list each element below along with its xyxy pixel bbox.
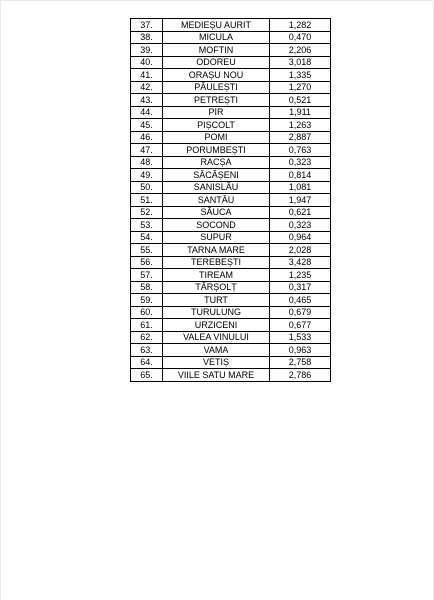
row-number-cell: 53.	[131, 219, 163, 232]
value-cell: 2,206	[270, 44, 331, 57]
value-cell: 0,470	[270, 31, 331, 44]
value-cell: 2,887	[270, 131, 331, 144]
row-number-cell: 38.	[131, 31, 163, 44]
table-row	[131, 106, 331, 119]
locality-name-cell: VALEA VINULUI	[163, 331, 270, 344]
page-edge	[0, 0, 434, 1]
row-number-cell: 42.	[131, 81, 163, 94]
value-cell: 0,679	[270, 306, 331, 319]
locality-name-cell: TARNA MARE	[163, 244, 270, 257]
locality-name-cell: SUPUR	[163, 231, 270, 244]
value-cell: 0,763	[270, 144, 331, 157]
value-cell: 0,465	[270, 294, 331, 307]
value-cell: 2,758	[270, 356, 331, 369]
value-cell: 0,677	[270, 319, 331, 332]
table-body	[131, 19, 331, 382]
locality-name-cell: SANISLĂU	[163, 181, 270, 194]
page-edge	[0, 0, 1, 600]
locality-name-cell: SANTĂU	[163, 194, 270, 207]
table-row	[131, 219, 331, 232]
locality-name-cell: MICULA	[163, 31, 270, 44]
table-row	[131, 344, 331, 357]
row-number-cell: 54.	[131, 231, 163, 244]
row-number-cell: 61.	[131, 319, 163, 332]
table-row	[131, 94, 331, 107]
table-row	[131, 294, 331, 307]
value-cell: 0,814	[270, 169, 331, 182]
table-row	[131, 169, 331, 182]
locality-name-cell: VIILE SATU MARE	[163, 369, 270, 382]
row-number-cell: 65.	[131, 369, 163, 382]
row-number-cell: 43.	[131, 94, 163, 107]
table-row	[131, 119, 331, 132]
table-row	[131, 56, 331, 69]
table-row	[131, 44, 331, 57]
table-row	[131, 319, 331, 332]
table-row	[131, 19, 331, 32]
value-cell: 1,533	[270, 331, 331, 344]
row-number-cell: 47.	[131, 144, 163, 157]
value-cell: 0,621	[270, 206, 331, 219]
locality-name-cell: URZICENI	[163, 319, 270, 332]
table-row	[131, 369, 331, 382]
row-number-cell: 49.	[131, 169, 163, 182]
locality-name-cell: VAMA	[163, 344, 270, 357]
locality-name-cell: ODOREU	[163, 56, 270, 69]
row-number-cell: 44.	[131, 106, 163, 119]
value-cell: 1,081	[270, 181, 331, 194]
row-number-cell: 59.	[131, 294, 163, 307]
row-number-cell: 46.	[131, 131, 163, 144]
table-row	[131, 244, 331, 257]
value-cell: 0,521	[270, 94, 331, 107]
locality-name-cell: SĂCĂȘENI	[163, 169, 270, 182]
value-cell: 0,317	[270, 281, 331, 294]
value-cell: 3,018	[270, 56, 331, 69]
table-row	[131, 81, 331, 94]
value-cell: 1,270	[270, 81, 331, 94]
locality-name-cell: POMI	[163, 131, 270, 144]
row-number-cell: 52.	[131, 206, 163, 219]
locality-name-cell: TURULUNG	[163, 306, 270, 319]
table-row	[131, 356, 331, 369]
row-number-cell: 40.	[131, 56, 163, 69]
locality-name-cell: PETREȘTI	[163, 94, 270, 107]
row-number-cell: 45.	[131, 119, 163, 132]
value-cell: 1,235	[270, 269, 331, 282]
locality-name-cell: PIȘCOLT	[163, 119, 270, 132]
locality-name-cell: ORAȘU NOU	[163, 69, 270, 82]
value-cell: 0,323	[270, 219, 331, 232]
locality-name-cell: TIREAM	[163, 269, 270, 282]
row-number-cell: 48.	[131, 156, 163, 169]
row-number-cell: 57.	[131, 269, 163, 282]
value-cell: 1,911	[270, 106, 331, 119]
value-cell: 0,963	[270, 344, 331, 357]
table-row	[131, 256, 331, 269]
locality-name-cell: VETIȘ	[163, 356, 270, 369]
table-row	[131, 231, 331, 244]
localities-table	[130, 18, 331, 382]
value-cell: 1,263	[270, 119, 331, 132]
table-row	[131, 156, 331, 169]
table-row	[131, 131, 331, 144]
row-number-cell: 64.	[131, 356, 163, 369]
row-number-cell: 60.	[131, 306, 163, 319]
locality-name-cell: MOFTIN	[163, 44, 270, 57]
locality-name-cell: SĂUCA	[163, 206, 270, 219]
locality-name-cell: TÂRȘOLȚ	[163, 281, 270, 294]
table-row	[131, 69, 331, 82]
table-row	[131, 269, 331, 282]
row-number-cell: 51.	[131, 194, 163, 207]
value-cell: 1,947	[270, 194, 331, 207]
row-number-cell: 55.	[131, 244, 163, 257]
locality-name-cell: TURT	[163, 294, 270, 307]
value-cell: 0,323	[270, 156, 331, 169]
value-cell: 0,964	[270, 231, 331, 244]
value-cell: 1,335	[270, 69, 331, 82]
row-number-cell: 58.	[131, 281, 163, 294]
locality-name-cell: TEREBEȘTI	[163, 256, 270, 269]
row-number-cell: 50.	[131, 181, 163, 194]
row-number-cell: 56.	[131, 256, 163, 269]
row-number-cell: 39.	[131, 44, 163, 57]
table-row	[131, 331, 331, 344]
row-number-cell: 41.	[131, 69, 163, 82]
row-number-cell: 62.	[131, 331, 163, 344]
value-cell: 2,028	[270, 244, 331, 257]
table-row	[131, 181, 331, 194]
locality-name-cell: MEDIEȘU AURIT	[163, 19, 270, 32]
locality-name-cell: PORUMBEȘTI	[163, 144, 270, 157]
row-number-cell: 37.	[131, 19, 163, 32]
locality-name-cell: RACȘA	[163, 156, 270, 169]
table-row	[131, 194, 331, 207]
value-cell: 1,282	[270, 19, 331, 32]
locality-name-cell: SOCOND	[163, 219, 270, 232]
table-row	[131, 206, 331, 219]
table-row	[131, 281, 331, 294]
value-cell: 2,786	[270, 369, 331, 382]
table-row	[131, 144, 331, 157]
locality-name-cell: PĂULEȘTI	[163, 81, 270, 94]
table-row	[131, 306, 331, 319]
table-row	[131, 31, 331, 44]
row-number-cell: 63.	[131, 344, 163, 357]
locality-name-cell: PIR	[163, 106, 270, 119]
value-cell: 3,428	[270, 256, 331, 269]
